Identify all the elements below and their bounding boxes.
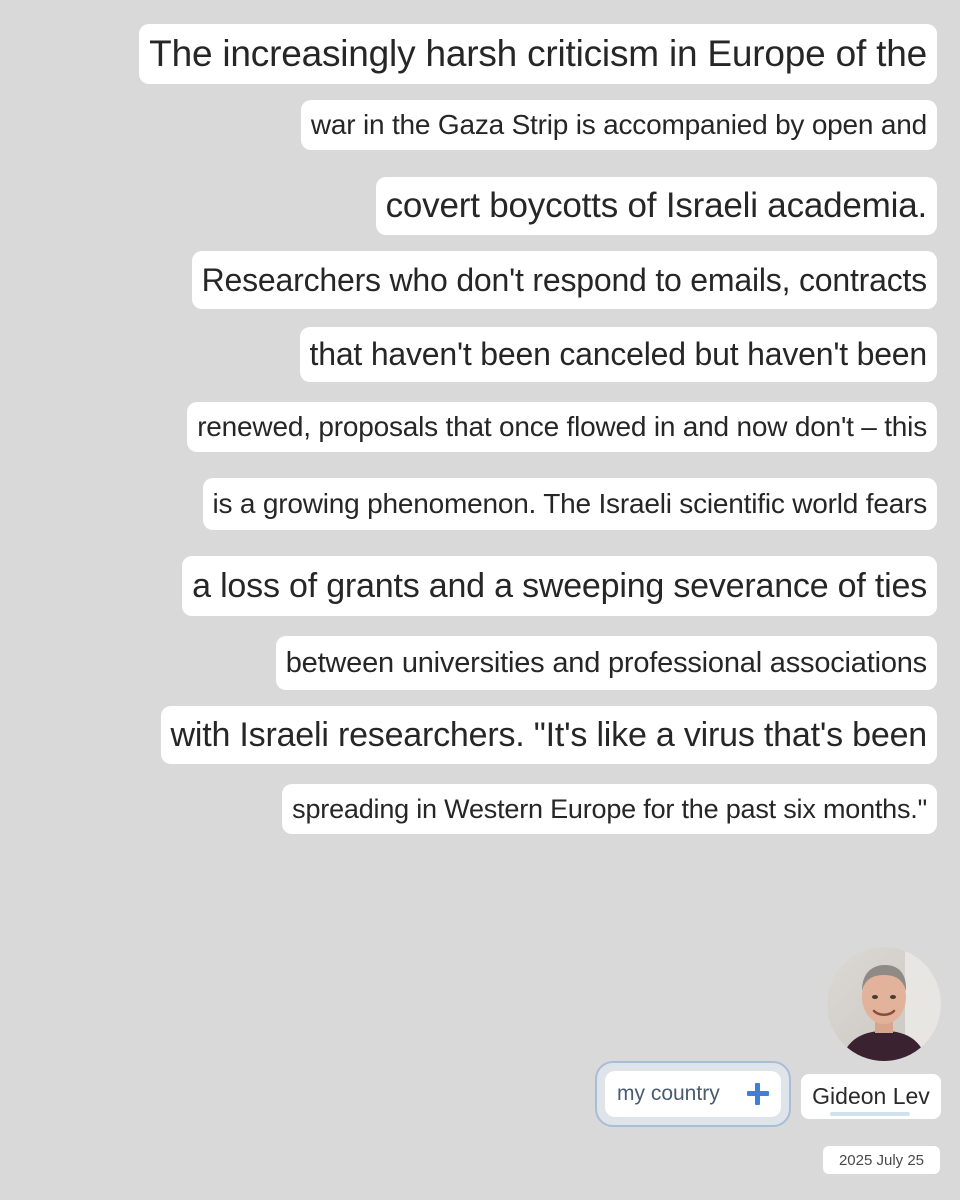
author-name[interactable]: Gideon Lev <box>801 1074 941 1119</box>
author-underline <box>830 1112 910 1116</box>
quote-line: renewed, proposals that once flowed in and now don't – this <box>187 402 937 452</box>
quote-line: spreading in Western Europe for the past six months." <box>282 784 937 834</box>
quote-line: war in the Gaza Strip is accompanied by open and <box>301 100 937 150</box>
quote-block <box>37 24 937 834</box>
plus-icon[interactable] <box>747 1083 769 1105</box>
quote-line: with Israeli researchers. "It's like a virus that's been <box>161 706 938 764</box>
avatar-portrait <box>827 947 941 1061</box>
quote-line: between universities and professional associations <box>276 636 937 690</box>
tag-label: my country <box>617 1082 720 1105</box>
quote-line: is a growing phenomenon. The Israeli scientific world fears <box>203 478 938 530</box>
quote-line: Researchers who don't respond to emails, contracts <box>192 251 937 309</box>
date-label: 2025 July 25 <box>823 1146 940 1174</box>
quote-line: The increasingly harsh criticism in Europe of the <box>139 24 937 84</box>
quote-line: covert boycotts of Israeli academia. <box>376 177 937 235</box>
quote-line: that haven't been canceled but haven't been <box>300 327 937 382</box>
tag-chip[interactable] <box>595 1061 791 1127</box>
quote-line: a loss of grants and a sweeping severance of ties <box>182 556 937 616</box>
tag-button[interactable] <box>605 1071 781 1117</box>
author-avatar[interactable] <box>827 947 941 1061</box>
